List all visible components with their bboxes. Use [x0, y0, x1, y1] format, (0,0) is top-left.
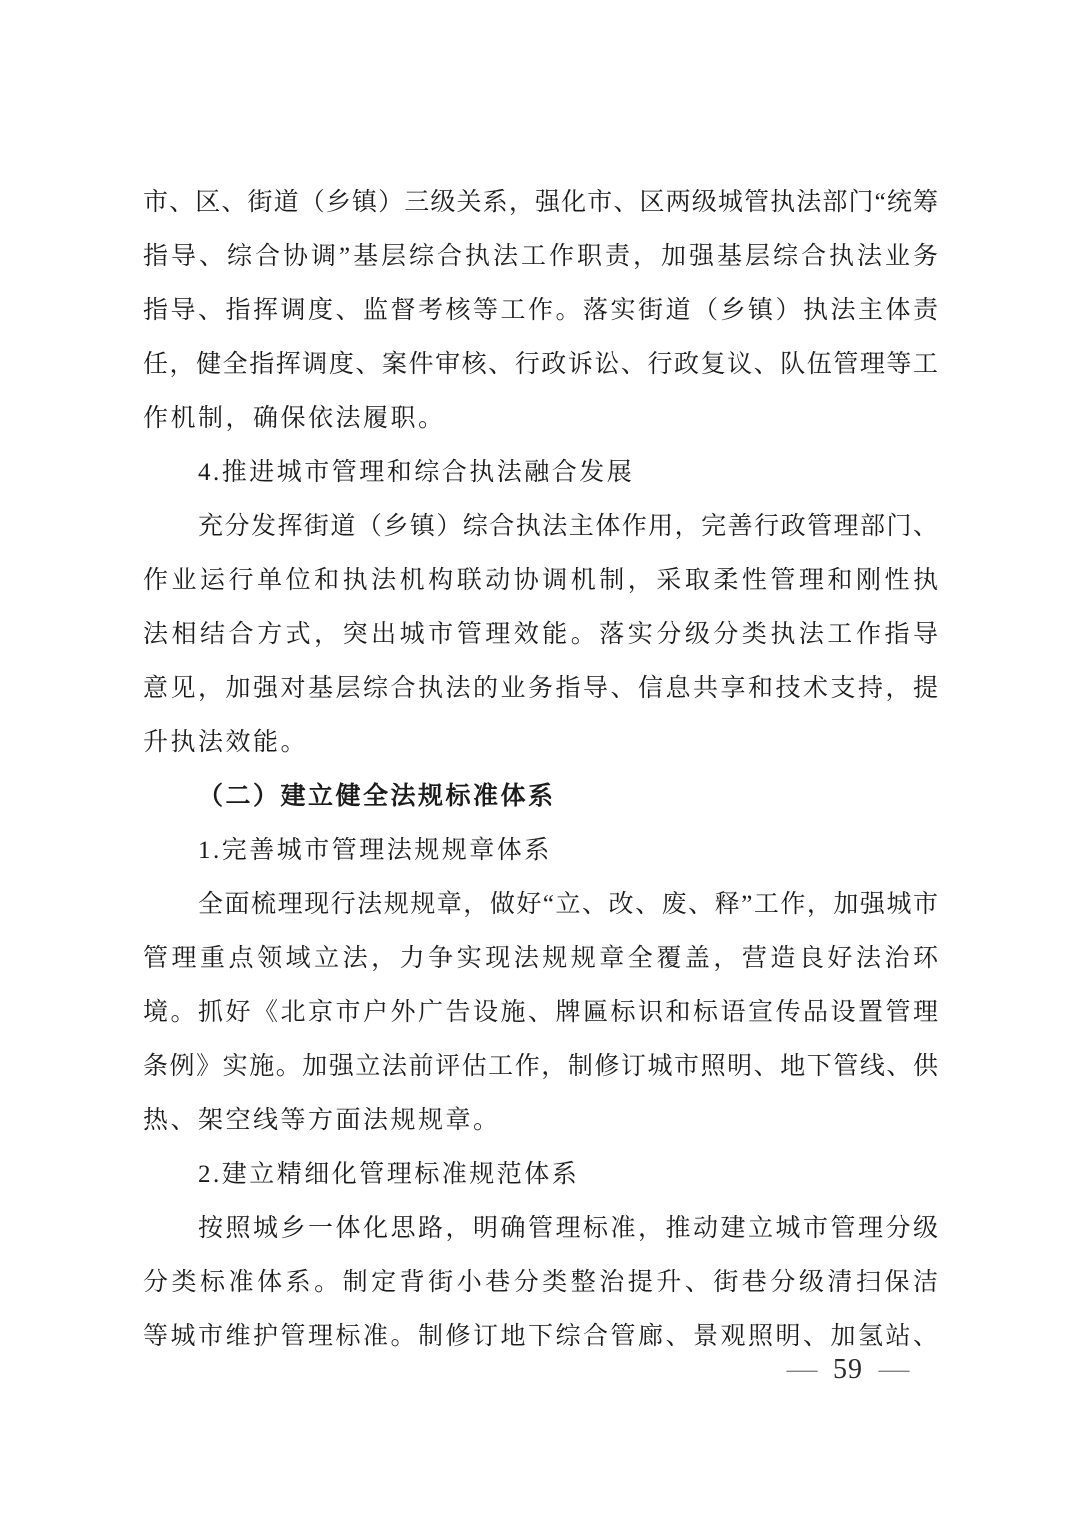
text-line: 升执法效能。: [143, 729, 309, 756]
footer-dash-right: —: [878, 1354, 910, 1385]
text-line: 管理重点领域立法，力争实现法规规章全覆盖，营造良好法治环: [143, 945, 938, 972]
text-line: 1.完善城市管理法规规章体系: [198, 837, 552, 864]
text-line: （二）建立健全法规标准体系: [198, 783, 556, 810]
text-line: 全面梳理现行法规规章，做好“立、改、废、释”工作，加强城市: [198, 891, 938, 918]
text-line: 按照城乡一体化思路，明确管理标准，推动建立城市管理分级: [198, 1215, 938, 1242]
page-number: 59: [833, 1354, 863, 1385]
body-text: [143, 176, 938, 1364]
text-line: 作机制，确保依法履职。: [143, 405, 446, 432]
footer-dash-left: —: [786, 1354, 818, 1385]
text-line: 任，健全指挥调度、案件审核、行政诉讼、行政复议、队伍管理等工: [143, 351, 938, 378]
text-line: 充分发挥街道（乡镇）综合执法主体作用，完善行政管理部门、: [198, 513, 938, 540]
text-line: 境。抓好《北京市户外广告设施、牌匾标识和标语宣传品设置管理: [143, 999, 938, 1026]
text-line: 意见，加强对基层综合执法的业务指导、信息共享和技术支持，提: [143, 675, 938, 702]
text-line: 市、区、街道（乡镇）三级关系，强化市、区两级城管执法部门“统筹: [143, 189, 938, 216]
text-line: 指导、指挥调度、监督考核等工作。落实街道（乡镇）执法主体责: [143, 297, 938, 324]
text-line: 指导、综合协调”基层综合执法工作职责，加强基层综合执法业务: [143, 243, 938, 270]
text-line: 2.建立精细化管理标准规范体系: [198, 1161, 580, 1188]
page-footer: [788, 1350, 908, 1390]
text-line: 4.推进城市管理和综合执法融合发展: [198, 459, 635, 486]
text-line: 等城市维护管理标准。制修订地下综合管廊、景观照明、加氢站、: [143, 1323, 938, 1350]
text-line: 热、架空线等方面法规规章。: [143, 1107, 501, 1134]
text-line: 条例》实施。加强立法前评估工作，制修订城市照明、地下管线、供: [143, 1053, 938, 1080]
text-line: 分类标准体系。制定背街小巷分类整治提升、街巷分级清扫保洁: [143, 1269, 938, 1296]
text-line: 法相结合方式，突出城市管理效能。落实分级分类执法工作指导: [143, 621, 938, 648]
text-line: 作业运行单位和执法机构联动协调机制，采取柔性管理和刚性执: [143, 567, 938, 594]
